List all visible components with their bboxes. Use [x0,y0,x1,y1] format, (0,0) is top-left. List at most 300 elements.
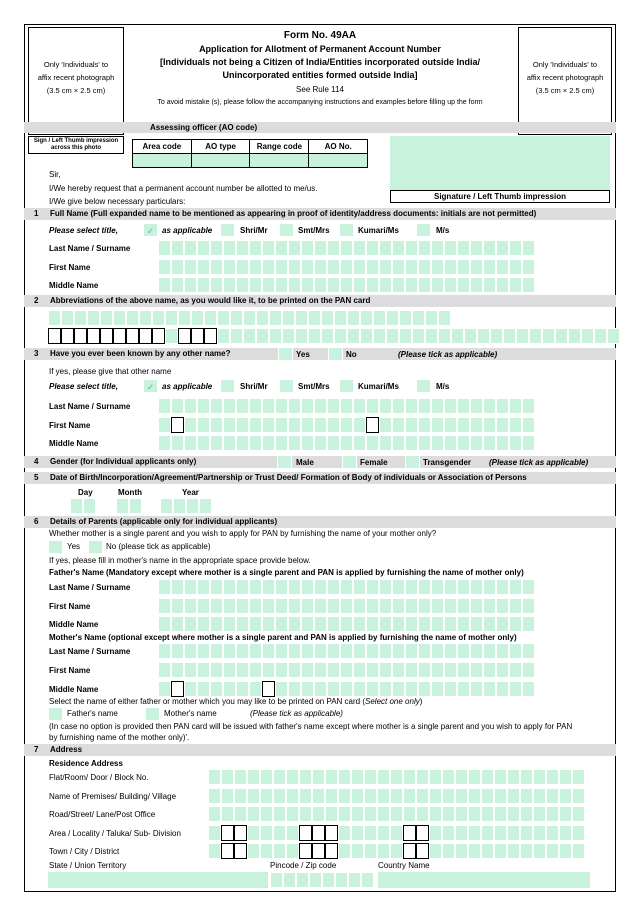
char-box[interactable] [390,843,403,859]
char-box[interactable] [496,417,509,433]
char-box[interactable] [509,643,522,659]
char-box[interactable] [197,643,210,659]
char-box[interactable] [139,328,152,344]
char-box[interactable] [236,643,249,659]
char-box[interactable] [496,435,509,451]
s7-state-input[interactable] [48,872,268,888]
char-box[interactable] [314,259,327,275]
char-box[interactable] [210,277,223,293]
char-box[interactable] [223,240,236,256]
char-box[interactable] [299,806,312,822]
char-box[interactable] [494,843,507,859]
char-box[interactable] [312,825,325,841]
char-box[interactable] [429,843,442,859]
char-box[interactable] [184,598,197,614]
char-box[interactable] [542,328,555,344]
char-box[interactable] [197,398,210,414]
char-box[interactable] [340,259,353,275]
char-box[interactable] [379,240,392,256]
char-box[interactable] [340,643,353,659]
char-box[interactable] [262,259,275,275]
s4-transgender-checkbox[interactable] [405,455,420,469]
char-box[interactable] [217,328,230,344]
char-box[interactable] [236,240,249,256]
char-box[interactable] [338,806,351,822]
s6-mother-middle-input[interactable] [158,681,535,697]
char-box[interactable] [116,498,129,514]
char-box[interactable] [100,310,113,326]
char-box[interactable] [243,328,256,344]
char-box[interactable] [416,825,429,841]
char-box[interactable] [529,328,542,344]
char-box[interactable] [468,788,481,804]
char-box[interactable] [470,240,483,256]
char-box[interactable] [262,240,275,256]
char-box[interactable] [379,681,392,697]
char-box[interactable] [158,681,171,697]
char-box[interactable] [197,277,210,293]
char-box[interactable] [325,806,338,822]
char-box[interactable] [483,598,496,614]
char-box[interactable] [262,435,275,451]
char-box[interactable] [296,872,309,888]
char-box[interactable] [503,328,516,344]
char-box[interactable] [390,825,403,841]
char-box[interactable] [171,435,184,451]
char-box[interactable] [260,843,273,859]
char-box[interactable] [165,310,178,326]
char-box[interactable] [507,788,520,804]
char-box[interactable] [520,769,533,785]
char-box[interactable] [288,277,301,293]
char-box[interactable] [353,598,366,614]
char-box[interactable] [321,310,334,326]
char-box[interactable] [483,277,496,293]
char-box[interactable] [364,806,377,822]
char-box[interactable] [522,435,535,451]
char-box[interactable] [256,328,269,344]
char-box[interactable] [361,872,374,888]
char-box[interactable] [559,806,572,822]
char-box[interactable] [269,310,282,326]
char-box[interactable] [210,579,223,595]
char-box[interactable] [243,310,256,326]
char-box[interactable] [377,806,390,822]
char-box[interactable] [377,825,390,841]
char-box[interactable] [481,769,494,785]
char-box[interactable] [496,643,509,659]
char-box[interactable] [197,579,210,595]
s5-day-input[interactable] [70,498,96,514]
char-box[interactable] [470,662,483,678]
char-box[interactable] [236,662,249,678]
char-box[interactable] [335,872,348,888]
char-box[interactable] [496,598,509,614]
char-box[interactable] [364,788,377,804]
char-box[interactable] [379,616,392,632]
char-box[interactable] [457,277,470,293]
char-box[interactable] [405,662,418,678]
char-box[interactable] [208,825,221,841]
char-box[interactable] [444,277,457,293]
char-box[interactable] [48,328,61,344]
char-box[interactable] [494,769,507,785]
char-box[interactable] [418,598,431,614]
char-box[interactable] [314,643,327,659]
char-box[interactable] [282,328,295,344]
s2-abbrev-row-2[interactable] [48,328,620,344]
char-box[interactable] [171,398,184,414]
char-box[interactable] [262,662,275,678]
char-box[interactable] [483,417,496,433]
char-box[interactable] [301,579,314,595]
char-box[interactable] [572,843,585,859]
char-box[interactable] [379,643,392,659]
char-box[interactable] [275,277,288,293]
char-box[interactable] [360,328,373,344]
char-box[interactable] [455,843,468,859]
char-box[interactable] [405,398,418,414]
char-box[interactable] [208,769,221,785]
char-box[interactable] [262,277,275,293]
char-box[interactable] [416,769,429,785]
char-box[interactable] [234,806,247,822]
char-box[interactable] [477,328,490,344]
char-box[interactable] [247,806,260,822]
char-box[interactable] [431,417,444,433]
char-box[interactable] [366,435,379,451]
char-box[interactable] [288,240,301,256]
char-box[interactable] [286,769,299,785]
char-box[interactable] [468,825,481,841]
char-box[interactable] [184,240,197,256]
char-box[interactable] [191,328,204,344]
s7-flat-input[interactable] [208,769,585,785]
char-box[interactable] [470,681,483,697]
char-box[interactable] [249,435,262,451]
char-box[interactable] [470,598,483,614]
char-box[interactable] [210,681,223,697]
s7-area-input[interactable] [208,825,585,841]
char-box[interactable] [405,616,418,632]
char-box[interactable] [236,616,249,632]
char-box[interactable] [70,498,83,514]
char-box[interactable] [483,240,496,256]
char-box[interactable] [275,398,288,414]
char-box[interactable] [405,643,418,659]
signature-box[interactable] [390,136,610,190]
char-box[interactable] [275,579,288,595]
char-box[interactable] [171,681,184,697]
char-box[interactable] [351,825,364,841]
char-box[interactable] [405,277,418,293]
char-box[interactable] [230,328,243,344]
s5-year-input[interactable] [160,498,212,514]
char-box[interactable] [490,328,503,344]
char-box[interactable] [249,417,262,433]
char-box[interactable] [260,769,273,785]
char-box[interactable] [260,806,273,822]
char-box[interactable] [158,662,171,678]
char-box[interactable] [191,310,204,326]
char-box[interactable] [431,398,444,414]
char-box[interactable] [210,643,223,659]
char-box[interactable] [260,788,273,804]
char-box[interactable] [468,843,481,859]
char-box[interactable] [295,310,308,326]
char-box[interactable] [204,310,217,326]
char-box[interactable] [412,310,425,326]
char-box[interactable] [353,259,366,275]
char-box[interactable] [325,769,338,785]
char-box[interactable] [327,398,340,414]
char-box[interactable] [129,498,142,514]
char-box[interactable] [288,662,301,678]
char-box[interactable] [457,435,470,451]
char-box[interactable] [314,240,327,256]
char-box[interactable] [340,616,353,632]
char-box[interactable] [392,681,405,697]
s3-middle-name-input[interactable] [158,435,535,451]
char-box[interactable] [533,806,546,822]
char-box[interactable] [431,598,444,614]
char-box[interactable] [334,310,347,326]
char-box[interactable] [457,240,470,256]
char-box[interactable] [509,616,522,632]
char-box[interactable] [509,681,522,697]
char-box[interactable] [210,598,223,614]
char-box[interactable] [470,643,483,659]
char-box[interactable] [197,598,210,614]
char-box[interactable] [379,259,392,275]
char-box[interactable] [483,681,496,697]
char-box[interactable] [74,310,87,326]
char-box[interactable] [457,616,470,632]
char-box[interactable] [236,417,249,433]
char-box[interactable] [366,643,379,659]
char-box[interactable] [275,662,288,678]
char-box[interactable] [338,843,351,859]
char-box[interactable] [247,769,260,785]
s6-mother-last-input[interactable] [158,643,535,659]
char-box[interactable] [457,259,470,275]
char-box[interactable] [379,398,392,414]
char-box[interactable] [442,843,455,859]
char-box[interactable] [288,616,301,632]
char-box[interactable] [158,643,171,659]
char-box[interactable] [379,435,392,451]
char-box[interactable] [533,788,546,804]
char-box[interactable] [210,417,223,433]
char-box[interactable] [455,825,468,841]
char-box[interactable] [392,277,405,293]
char-box[interactable] [236,277,249,293]
char-box[interactable] [184,662,197,678]
char-box[interactable] [431,616,444,632]
char-box[interactable] [455,769,468,785]
char-box[interactable] [470,398,483,414]
char-box[interactable] [444,435,457,451]
char-box[interactable] [288,598,301,614]
char-box[interactable] [457,417,470,433]
s2-abbrev-row-1[interactable] [48,310,451,326]
s7-country-input[interactable] [378,872,590,888]
char-box[interactable] [322,872,335,888]
char-box[interactable] [431,662,444,678]
char-box[interactable] [353,398,366,414]
char-box[interactable] [483,579,496,595]
char-box[interactable] [451,328,464,344]
char-box[interactable] [327,598,340,614]
char-box[interactable] [301,616,314,632]
s3-title-ms-checkbox[interactable] [416,379,431,393]
char-box[interactable] [470,277,483,293]
char-box[interactable] [249,681,262,697]
char-box[interactable] [288,435,301,451]
s6-father-first-input[interactable] [158,598,535,614]
s3-title-smt-checkbox[interactable] [279,379,294,393]
char-box[interactable] [327,681,340,697]
char-box[interactable] [366,277,379,293]
char-box[interactable] [273,825,286,841]
char-box[interactable] [522,277,535,293]
char-box[interactable] [301,435,314,451]
char-box[interactable] [418,662,431,678]
char-box[interactable] [312,769,325,785]
char-box[interactable] [405,681,418,697]
char-box[interactable] [364,843,377,859]
char-box[interactable] [392,598,405,614]
char-box[interactable] [496,398,509,414]
char-box[interactable] [312,788,325,804]
char-box[interactable] [87,310,100,326]
char-box[interactable] [314,662,327,678]
char-box[interactable] [520,825,533,841]
char-box[interactable] [262,579,275,595]
s4-male-checkbox[interactable] [277,455,292,469]
char-box[interactable] [438,310,451,326]
char-box[interactable] [314,277,327,293]
char-box[interactable] [113,310,126,326]
char-box[interactable] [230,310,243,326]
char-box[interactable] [325,825,338,841]
char-box[interactable] [184,398,197,414]
char-box[interactable] [48,310,61,326]
char-box[interactable] [249,579,262,595]
char-box[interactable] [338,825,351,841]
char-box[interactable] [390,769,403,785]
char-box[interactable] [373,310,386,326]
char-box[interactable] [516,328,529,344]
char-box[interactable] [275,435,288,451]
char-box[interactable] [236,598,249,614]
char-box[interactable] [522,681,535,697]
char-box[interactable] [366,616,379,632]
char-box[interactable] [366,598,379,614]
char-box[interactable] [286,843,299,859]
char-box[interactable] [353,681,366,697]
char-box[interactable] [199,498,212,514]
char-box[interactable] [390,806,403,822]
char-box[interactable] [223,435,236,451]
char-box[interactable] [301,643,314,659]
char-box[interactable] [275,616,288,632]
char-box[interactable] [299,788,312,804]
char-box[interactable] [327,435,340,451]
char-box[interactable] [262,417,275,433]
char-box[interactable] [379,417,392,433]
char-box[interactable] [210,435,223,451]
ao-no-input[interactable] [309,154,368,168]
char-box[interactable] [418,417,431,433]
char-box[interactable] [522,598,535,614]
char-box[interactable] [418,435,431,451]
char-box[interactable] [470,417,483,433]
s7-premises-input[interactable] [208,788,585,804]
char-box[interactable] [270,872,283,888]
char-box[interactable] [299,843,312,859]
char-box[interactable] [197,616,210,632]
char-box[interactable] [327,643,340,659]
char-box[interactable] [444,240,457,256]
s1-title-kumari-checkbox[interactable] [339,223,354,237]
char-box[interactable] [353,616,366,632]
char-box[interactable] [353,435,366,451]
char-box[interactable] [327,277,340,293]
char-box[interactable] [496,240,509,256]
char-box[interactable] [327,662,340,678]
char-box[interactable] [351,769,364,785]
char-box[interactable] [249,643,262,659]
s7-town-input[interactable] [208,843,585,859]
char-box[interactable] [366,259,379,275]
char-box[interactable] [249,240,262,256]
char-box[interactable] [470,435,483,451]
char-box[interactable] [61,328,74,344]
char-box[interactable] [392,435,405,451]
s3-last-name-input[interactable] [158,398,535,414]
char-box[interactable] [533,825,546,841]
char-box[interactable] [431,240,444,256]
char-box[interactable] [197,240,210,256]
char-box[interactable] [208,788,221,804]
char-box[interactable] [496,579,509,595]
char-box[interactable] [377,769,390,785]
char-box[interactable] [353,643,366,659]
char-box[interactable] [210,616,223,632]
char-box[interactable] [340,598,353,614]
char-box[interactable] [74,328,87,344]
char-box[interactable] [416,788,429,804]
char-box[interactable] [353,417,366,433]
char-box[interactable] [403,788,416,804]
char-box[interactable] [418,259,431,275]
char-box[interactable] [444,398,457,414]
char-box[interactable] [444,598,457,614]
char-box[interactable] [403,843,416,859]
char-box[interactable] [282,310,295,326]
ao-type-input[interactable] [191,154,250,168]
char-box[interactable] [351,843,364,859]
char-box[interactable] [236,398,249,414]
char-box[interactable] [301,259,314,275]
char-box[interactable] [325,788,338,804]
char-box[interactable] [366,240,379,256]
char-box[interactable] [416,843,429,859]
char-box[interactable] [321,328,334,344]
char-box[interactable] [301,598,314,614]
photo-box-left[interactable] [28,27,124,135]
